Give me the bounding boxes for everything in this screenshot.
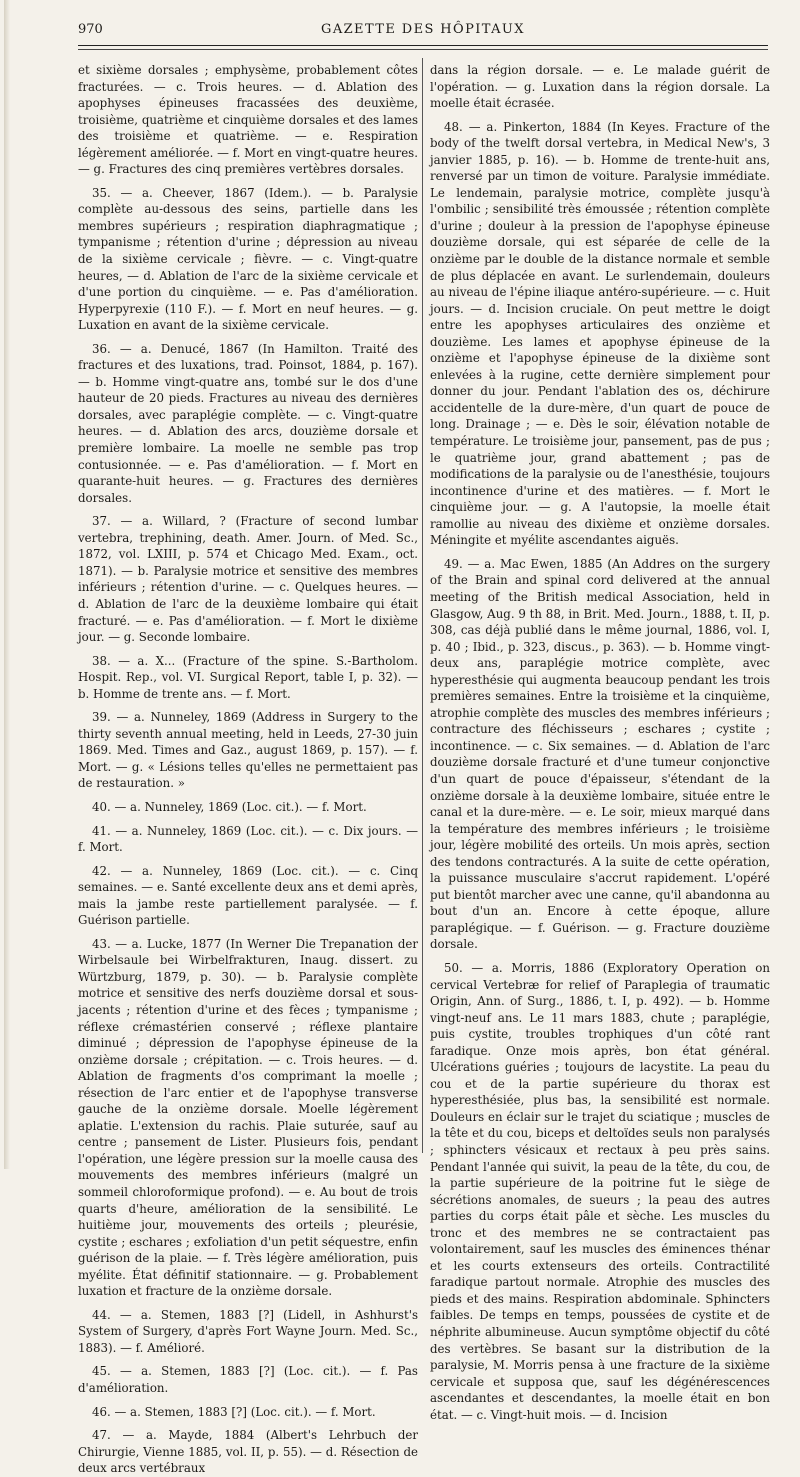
paragraph: 50. — a. Morris, 1886 (Exploratory Operation on cervical Vertebræ for relief of Paraplegia of traumatic Origin, Ann. of Surg., 1886, t. I, p. 492). — b. Homme vingt-neuf ans. Le 11 mars 1883, chute ; paraplégie, puis cystite, troubles trophiques d'un côté rant faradique. Onze mois après, bon état général. Ulcérations guéries ; toujours de lacystite. La peau du cou et de la partie supérieure du thorax est hyperesthésiée, plus bas, la sensibilité est normale. Douleurs en éclair sur le trajet du sciatique ; muscles de la tête et du cou, biceps et deltoïdes seuls non paralysés ; sphincters vésicaux et rectaux à peu près sains. Pendant l'année qui suivit, la peau de la tête, du cou, de la partie supérieure de la poitrine fut le siège de sécrétions anomales, de sueurs ; la peau des autres parties du corps était pâle et sèche. Les muscles du tronc et des membres ne se contractaient pas volontairement, sauf les muscles des éminences thénar et les courts extenseurs des orteils. Contractilité faradique partout normale. Atrophie des muscles des pieds et des mains. Respiration abdominale. Sphincters faibles. De temps en temps, poussées de cystite et de néphrite albumineuse. Aucun symptôme objectif du côté des vertèbres. Se basant sur la distribution de la paralysie, M. Morris pensa à une fracture de la sixième cervicale et supposa que, sauf les dégénérescences ascendantes et descendantes, la moelle était en bon état. — c. Vingt-huit mois. — d. Incision xyxy=(430,960,770,1422)
paragraph: 37. — a. Willard, ? (Fracture of second lumbar vertebra, trephining, death. Amer. Journ. of Med. Sc., 1872, vol. LXIII, p. 574 et Chicago Med. Exam., oct. 1871). — b. Paralysie motrice et sensitive des membres inférieurs ; rétention d'urine. — c. Quelques heures. — d. Ablation de l'arc de la deuxième lombaire qui était fracturé. — e. Pas d'amélioration. — f. Mort le dixième jour. — g. Seconde lombaire. xyxy=(78,514,418,645)
paragraph: et sixième dorsales ; emphysème, probablement côtes fracturées. — c. Trois heures. — d. Ablation des apophyses épineuses fracassées des deuxième, troisième, quatrième et cinquième dorsales et des lames des troisième et quatrième. — e. Respiration légèrement améliorée. — f. Mort en vingt-quatre heures. — g. Fractures des cinq premières vertèbres dorsales. xyxy=(78,63,418,177)
paragraph: 42. — a. Nunneley, 1869 (Loc. cit.). — c. Cinq semaines. — e. Santé excellente deux ans et demi après, mais la jambe reste partiellement paralysée. — f. Guérison partielle. xyxy=(78,863,418,928)
paragraph: 36. — a. Denucé, 1867 (In Hamilton. Traité des fractures et des luxations, trad. Poinsot, 1884, p. 167). — b. Homme vingt-quatre ans, tombé sur le dos d'une hauteur de 20 pieds. Fractures au niveau des dernières dorsales, avec paraplégie complète. — c. Vingt-quatre heures. — d. Ablation des arcs, douzième dorsale et première lombaire. La moelle ne semble pas trop contusionnée. — e. Pas d'amélioration. — f. Mort en quarante-huit heures. — g. Fractures des dernières dorsales. xyxy=(78,341,418,505)
paragraph: 43. — a. Lucke, 1877 (In Werner Die Trepanation der Wirbelsaule bei Wirbelfrakturen, Inaug. dissert. zu Würtzburg, 1879, p. 30). — b. Paralysie complète motrice et sensitive des nerfs douzième dorsal et sous-jacents ; rétention d'urine et des fèces ; tympanisme ; réflexe crémastérien conservé ; réflexe plantaire diminué ; dépression de l'apophyse épineuse de la onzième dorsale ; crépitation. — c. Trois heures. — d. Ablation de fragments d'os comprimant la moelle ; résection de l'arc entier et de l'apophyse transverse gauche de la onzième dorsale. Moelle légèrement aplatie. L'extension du rachis. Plaie suturée, sauf au centre ; pansement de Lister. Plusieurs fois, pendant l'opération, une légère pression sur la moelle causa des mouvements des membres inférieurs (malgré un sommeil chloroformique profond). — e. Au bout de trois quarts d'heure, amélioration de la sensibilité. Le huitième jour, mouvements des orteils ; pleurésie, cystite ; eschares ; exfoliation d'un petit séquestre, enfin guérison de la plaie. — f. Très légère amélioration, puis myélite. État définitif stationnaire. — g. Probablement luxation et fracture de la onzième dorsale. xyxy=(78,936,418,1299)
paragraph: 46. — a. Stemen, 1883 [?] (Loc. cit.). — f. Mort. xyxy=(92,1404,376,1419)
right-column xyxy=(430,62,770,1422)
page-number: 970 xyxy=(78,22,103,37)
paragraph: 38. — a. X... (Fracture of the spine. S.-Bartholom. Hospit. Rep., vol. VI. Surgical Report, table I, p. 32). — b. Homme de trente ans. — f. Mort. xyxy=(78,653,418,701)
page-header xyxy=(78,20,768,44)
paragraph: 44. — a. Stemen, 1883 [?] (Lidell, in Ashhurst's System of Surgery, d'après Fort Wayne Journ. Med. Sc., 1883). — f. Amélioré. xyxy=(78,1307,418,1355)
paragraph: 41. — a. Nunneley, 1869 (Loc. cit.). — c. Dix jours. — f. Mort. xyxy=(78,823,418,855)
paragraph: 35. — a. Cheever, 1867 (Idem.). — b. Paralysie complète au-dessous des seins, partielle dans les membres supérieurs ; respiration diaphragmatique ; tympanisme ; rétention d'urine ; dépression au niveau de la sixième cervicale ; fièvre. — c. Vingt-quatre heures, — d. Ablation de l'arc de la sixième cervicale et d'une portion du cinquième. — e. Pas d'amélioration. Hyperpyrexie (110 F.). — f. Mort en neuf heures. — g. Luxation en avant de la sixième cervicale. xyxy=(78,185,418,333)
paragraph: 39. — a. Nunneley, 1869 (Address in Surgery to the thirty seventh annual meeting, held in Leeds, 27-30 juin 1869. Med. Times and Gaz., august 1869, p. 157). — f. Mort. — g. « Lésions telles qu'elles ne permettaient pas de restauration. » xyxy=(78,710,418,791)
header-rule-thick xyxy=(78,45,768,46)
header-rule-thin xyxy=(78,49,768,50)
paragraph: 45. — a. Stemen, 1883 [?] (Loc. cit.). — f. Pas d'amélioration. xyxy=(78,1364,418,1396)
paragraph: 40. — a. Nunneley, 1869 (Loc. cit.). — f. Mort. xyxy=(92,799,367,814)
paragraph: 47. — a. Mayde, 1884 (Albert's Lehrbuch der Chirurgie, Vienne 1885, vol. II, p. 55). — d. Résection de deux arcs vertébraux xyxy=(78,1428,418,1476)
paragraph: 49. — a. Mac Ewen, 1885 (An Addres on the surgery of the Brain and spinal cord delivered at the annual meeting of the British medical Association, held in Glasgow, Aug. 9 th 88, in Brit. Med. Journ., 1888, t. II, p. 308, cas déjà publié dans le même journal, 1886, vol. I, p. 40 ; Ibid., p. 323, discus., p. 363). — b. Homme vingt-deux ans, paraplégie motrice complète, avec hyperesthésie qui augmenta beaucoup pendant les trois premières semaines. Entre la troisième et la cinquième, atrophie complète des muscles des membres inférieurs ; contracture des fléchisseurs ; eschares ; cystite ; incontinence. — c. Six semaines. — d. Ablation de l'arc douzième dorsale fracturé et d'une tumeur conjonctive d'un quart de pouce d'épaisseur, s'étendant de la onzième dorsale à la deuxième lombaire, située entre le canal et la dure-mère. — e. Le soir, mieux marqué dans la température des membres inférieurs ; le troisième jour, légère mobilité des orteils. Un mois après, section des tendons contracturés. A la suite de cette opération, la puissance musculaire s'accrut rapidement. L'opéré put bientôt marcher avec une canne, qu'il abandonna au bout d'un an. Encore à cette époque, allure paraplégique. — f. Guérison. — g. Fracture douzième dorsale. xyxy=(430,556,770,952)
page-edge-shadow xyxy=(4,0,10,1169)
running-title: GAZETTE DES HÔPITAUX xyxy=(321,22,525,37)
column-divider xyxy=(422,58,423,1153)
left-column xyxy=(78,62,418,1476)
paragraph: 48. — a. Pinkerton, 1884 (In Keyes. Fracture of the body of the twelft dorsal vertebra, in Medical New's, 3 janvier 1885, p. 16). — b. Homme de trente-huit ans, renversé par un timon de voiture. Paralysie immédiate. Le lendemain, paralysie motrice, complète jusqu'à l'ombilic ; sensibilité très émoussée ; rétention complète d'urine ; douleur à la pression de l'apophyse épineuse douzième dorsale, qui est séparée de celle de la onzième par le double de la distance normale et semble de plus déplacée en avant. Le surlendemain, douleurs au niveau de l'épine iliaque antéro-supérieure. — c. Huit jours. — d. Incision cruciale. On peut mettre le doigt entre les apophyses articulaires des onzième et douzième. Les lames et apophyse épineuse de la onzième et l'apophyse épineuse de la dixième sont enlevées à la rugine, cette dernière simplement pour donner du jour. Pendant l'ablation des os, déchirure accidentelle de la dure-mère, d'un quart de pouce de long. Drainage ; — e. Dès le soir, élévation notable de température. Le troisième jour, pansement, pas de pus ; le quatrième jour, grand abattement ; pas de modifications de la paralysie ou de l'anesthésie, toujours incontinence d'urine et des matières. — f. Mort le cinquième jour. — g. A l'autopsie, la moelle était ramollie au niveau des dixième et onzième dorsales. Méningite et myélite ascendantes aiguës. xyxy=(430,119,770,548)
paragraph: dans la région dorsale. — e. Le malade guérit de l'opération. — g. Luxation dans la région dorsale. La moelle était écrasée. xyxy=(430,63,770,111)
